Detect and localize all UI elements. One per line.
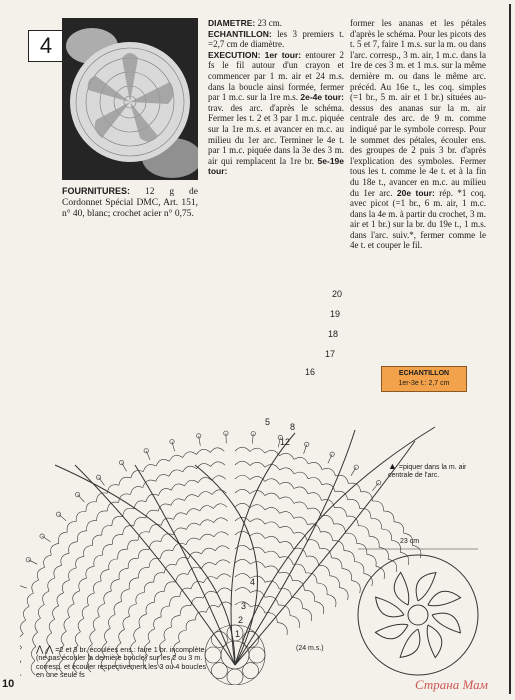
arrow-symbol-icon: ▲ xyxy=(388,461,397,471)
legend-text: =2 et 3 br. écoulées ens.: faire 1 br. incomplète (ne pas écouler la dernière boucle) sur les 2 ou 3 m. corresp. et écouler respectivement les 3 ou 4 boucles en une seule fs xyxy=(36,645,207,680)
execution-label: EXECUTION: xyxy=(208,49,261,60)
diameter-label: DIAMETRE: xyxy=(208,18,256,28)
round-number: 2 xyxy=(238,615,244,625)
petal-shape xyxy=(427,625,442,658)
ms-note: (24 m.s.) xyxy=(296,645,324,652)
petal-shape xyxy=(400,629,420,657)
watermark: Страна Мам xyxy=(415,677,488,692)
round2-label: 2e-4e tour: xyxy=(300,92,344,103)
cluster-symbol-icon: ⋀ ⋀ xyxy=(36,644,54,654)
petal-shape xyxy=(416,573,436,601)
round20-text: rép. *1 coq. avec picot (=1 br., 6 m. air, 1 m.c. dans la 4e m. à partir du crochet, 3 m. air et 1 br.) sur la br. du 19e t., 1 m.s. dans l'arc. suiv.*, fermer comme le 4e t. et couper le fil. xyxy=(350,187,486,251)
round5-label: 5e-19e tour: xyxy=(208,155,344,177)
round-number: 19 xyxy=(330,309,341,319)
sample-text: les 3 premiers t. =2,7 cm de diamètre. xyxy=(208,28,344,50)
pattern-number: 4 xyxy=(28,30,64,62)
round-number: 1 xyxy=(235,629,241,639)
supplies-block xyxy=(62,186,198,220)
petal-shape xyxy=(428,591,461,606)
instructions-column-1 xyxy=(208,18,344,177)
round1-text: entourer 2 fs le fil autour d'un crayon et commencer par 1 m. air et 24 m.s. dans la boucle ainsi formée, fermer par 1 m.c. sur la 1re m.s. xyxy=(208,49,345,103)
small-doily-diagram xyxy=(350,545,486,681)
round-number: 5 xyxy=(265,417,271,427)
sample-label: ECHANTILLON: xyxy=(208,28,272,39)
round-number: 16 xyxy=(305,367,316,377)
sample-box-title: ECHANTILLON xyxy=(398,370,450,377)
round5-text: former les ananas et les pétales d'après le schéma. Pour les picots des t. 5 et 7, faire 1 m.s. sur la m. ou dans l'arc. corresp., 3 m. air, 1 m.c. dans la 1re de ces 3 m. et 1 m.s. sur la même dernière m. ou dans le même arc. précéd. Au 16e t., les coq. simples (=1 br., 5 m. air et 1 br.) situées au-dessus des ananas sur la m. air centrale des arc. de 9 m. comme indiqué par le symbole corresp. Pour le sommet des pétales, écouler ens. des groupes de 2 puis 3 br. d'après l'explication des symboles. Fermer tous les t. comme le 4e t. et à la fin du 18e t., avancer en m.c. au milieu du 1er arc. xyxy=(350,18,486,198)
supplies-label: FOURNITURES: xyxy=(62,186,130,196)
arrow-note xyxy=(388,462,478,480)
round-number: 18 xyxy=(328,329,339,339)
arrow-note-text: =piquer dans la m. air centrale de l'arc. xyxy=(388,464,467,479)
legend xyxy=(36,645,216,680)
instructions-column-2 xyxy=(350,18,486,251)
page-number: 10 xyxy=(2,678,15,690)
size-label: 23 cm xyxy=(400,538,420,545)
round-number: 4 xyxy=(250,577,256,587)
round-number: 17 xyxy=(325,349,336,359)
round1-label: 1er tour: xyxy=(264,49,302,60)
round20-label: 20e tour: xyxy=(396,187,435,198)
round2-text: trav. des arc. d'après le schéma. Fermer les t. 2 et 3 par 1 m.c. piquée sur la 1re m.s. et avancer en m.c. au milieu du 1er arc. Terminer le 4e t. par 1 m.c. piquée dans la 3e des 3 m. air qui remplacent la 1re br. xyxy=(208,102,344,166)
round-number: 20 xyxy=(332,289,343,299)
diameter-text: 23 cm. xyxy=(257,18,282,28)
round-number: 3 xyxy=(241,601,247,611)
doily-photo xyxy=(62,18,198,180)
petal-shape xyxy=(432,613,460,633)
petal-shape xyxy=(376,597,404,617)
sample-box xyxy=(381,366,467,392)
round-number: 8 xyxy=(290,422,296,432)
petal-shape xyxy=(375,624,408,639)
petal-shape xyxy=(394,572,409,605)
sample-box-subtitle: 1er-3e t.: 2,7 cm xyxy=(398,380,450,387)
supplies-text: 12 g de Cordonnet Spécial DMC, Art. 151, n° 40, blanc; crochet acier n° 0,75. xyxy=(62,187,199,219)
round-number: 12 xyxy=(280,437,291,447)
